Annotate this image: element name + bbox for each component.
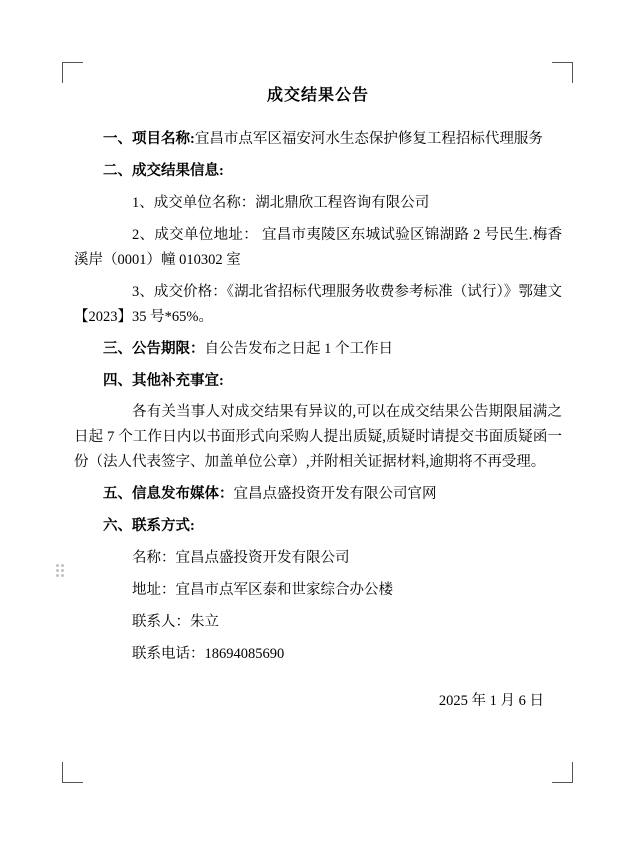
contact-address: 地址：宜昌市点军区泰和世家综合办公楼 xyxy=(132,582,393,599)
section-5-heading-label: 五、信息发布媒体： xyxy=(103,486,234,503)
contact-phone: 联系电话：18694085690 xyxy=(132,645,285,662)
crop-mark-bottom-left xyxy=(62,762,83,783)
section-3-heading-label: 三、公告期限： xyxy=(103,340,205,357)
section-1-heading-label: 一、项目名称: xyxy=(103,131,195,147)
section-3-heading xyxy=(74,337,562,362)
drag-handle-icon[interactable] xyxy=(56,564,66,578)
crop-mark-bottom-right xyxy=(552,762,573,783)
section-1-value: 宜昌市点军区福安河水生态保护修复工程招标代理服务 xyxy=(194,131,543,147)
section-4-body: 各有关当事人对成交结果有异议的,可以在成交结果公告期限届满之日起 7 个工作日内以书面形式向采购人提出质疑,质疑时请提交书面质疑函一份（法人代表签字、加盖单位公章）,并附相关证据材料,逾期将不再受理。 xyxy=(74,404,562,471)
section-4-heading: 四、其他补充事宜: xyxy=(103,372,224,389)
section-2-heading: 二、成交结果信息: xyxy=(103,162,224,179)
contact-person: 联系人：朱立 xyxy=(132,614,219,630)
section-1-heading xyxy=(74,127,562,152)
document-content xyxy=(74,74,562,710)
section-2-item-2: 2、成交单位地址： 宜昌市夷陵区东城试验区锦湖路 2 号民生.梅香溪岸（0001）幢 010302 室 xyxy=(74,226,562,268)
section-2-item-3: 3、成交价格：《湖北省招标代理服务收费参考标准（试行）》鄂建文【2023】35 号*65%。 xyxy=(74,283,562,325)
section-3-value: 自公告发布之日起 1 个工作日 xyxy=(204,340,393,357)
section-6-heading: 六、联系方式: xyxy=(103,518,195,535)
contact-name: 名称：宜昌点盛投资开发有限公司 xyxy=(132,550,350,567)
section-2-item-1: 1、成交单位名称：湖北鼎欣工程咨询有限公司 xyxy=(132,194,430,211)
document-date: 2025 年 1 月 6 日 xyxy=(438,692,544,709)
page-title: 成交结果公告 xyxy=(266,87,369,104)
section-5-value: 宜昌点盛投资开发有限公司官网 xyxy=(233,486,437,503)
section-5-heading xyxy=(74,482,562,507)
